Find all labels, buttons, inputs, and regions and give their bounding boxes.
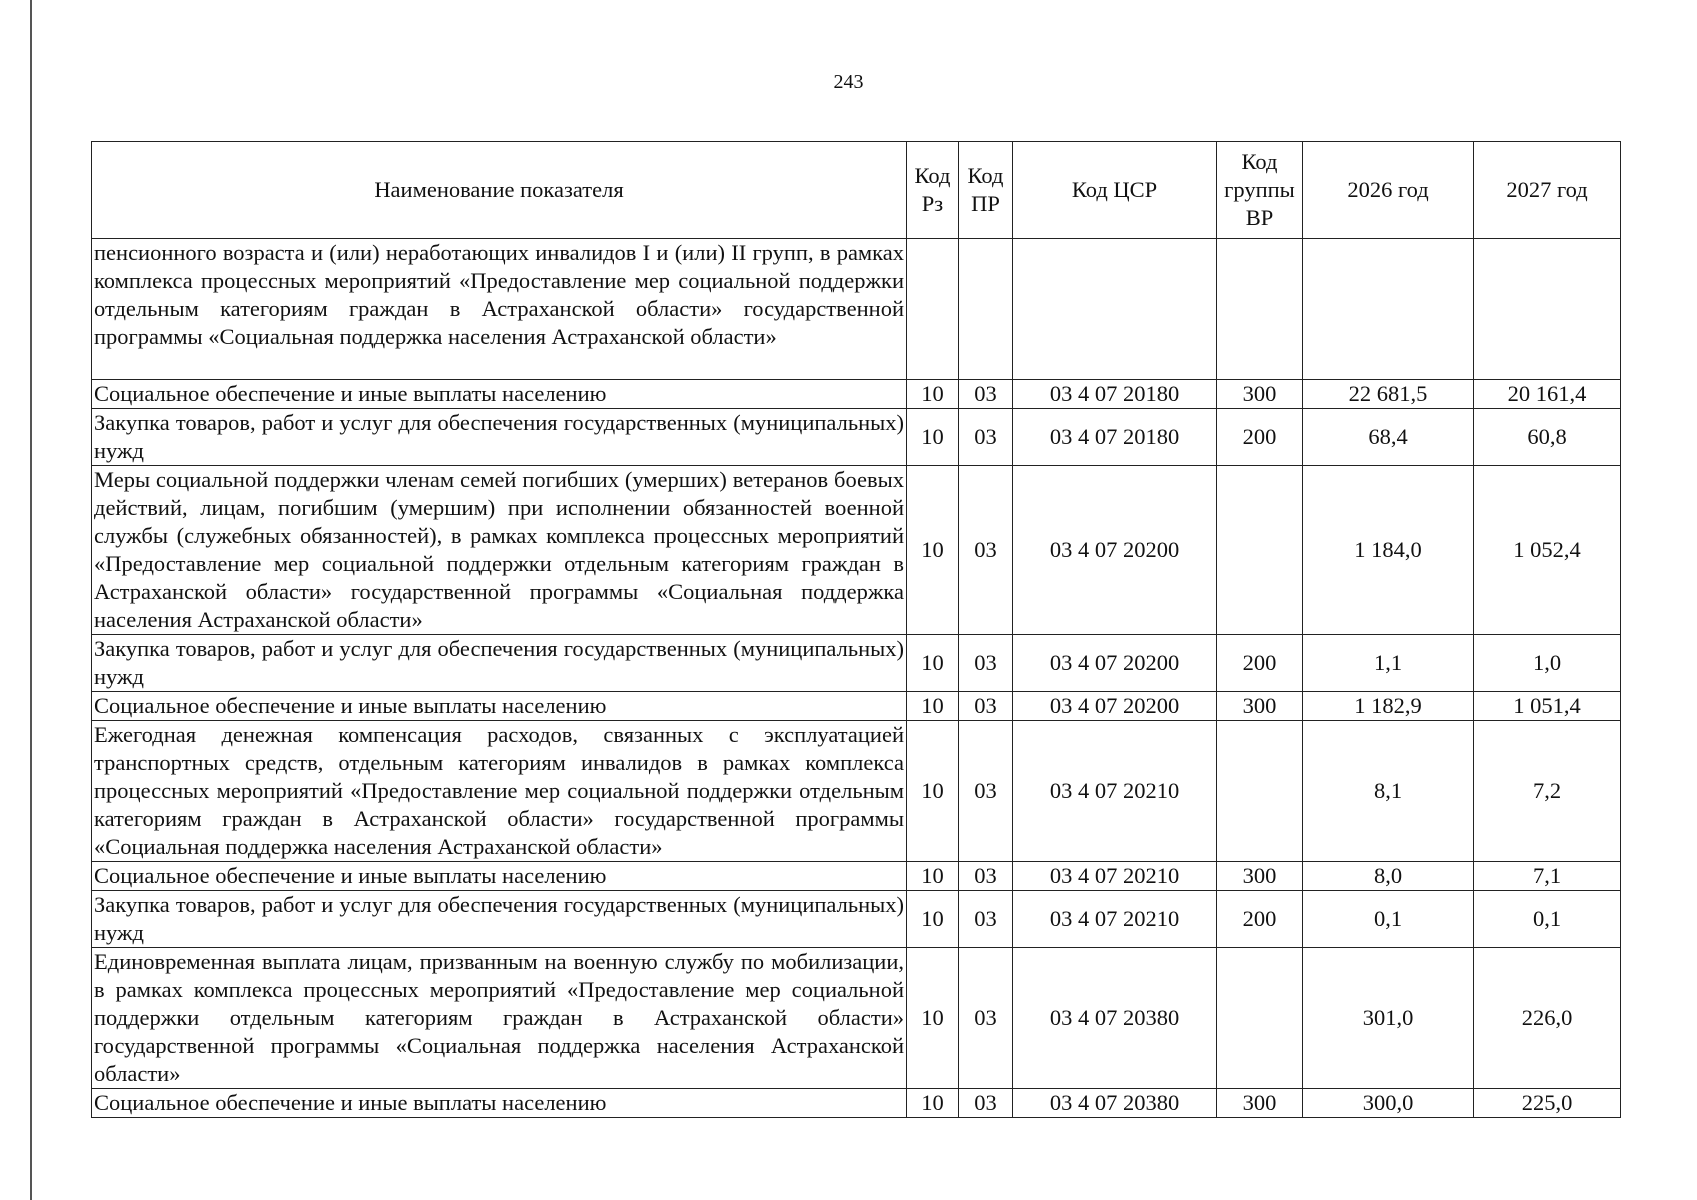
row-2026 [1303, 239, 1474, 380]
row-name: Ежегодная денежная компенсация расходов, связанных с эксплуатацией транспортных средств, отдельным категориям инвалидов в рамках комплекса процессных мероприятий «Предоставление мер социальной поддержки отдельным категориям граждан в Астраханской области» государственной программы «Социальная поддержка населения Астраханской области» [92, 721, 907, 862]
row-rz: 10 [907, 635, 959, 692]
table-header-row [92, 142, 1621, 239]
row-rz: 10 [907, 721, 959, 862]
header-rz: Код Рз [907, 142, 959, 239]
row-rz: 10 [907, 948, 959, 1089]
row-name: Закупка товаров, работ и услуг для обеспечения государственных (муниципальных) нужд [92, 409, 907, 466]
page-number: 243 [833, 71, 864, 93]
row-vr [1217, 466, 1303, 635]
row-pr: 03 [959, 948, 1013, 1089]
row-2026: 1 184,0 [1303, 466, 1474, 635]
row-csr: 03 4 07 20180 [1013, 380, 1217, 409]
row-2027: 7,2 [1474, 721, 1621, 862]
row-2026: 301,0 [1303, 948, 1474, 1089]
header-pr: Код ПР [959, 142, 1013, 239]
row-rz: 10 [907, 891, 959, 948]
row-name: Закупка товаров, работ и услуг для обеспечения государственных (муниципальных) нужд [92, 635, 907, 692]
row-vr: 200 [1217, 635, 1303, 692]
row-pr: 03 [959, 891, 1013, 948]
row-rz: 10 [907, 1089, 959, 1118]
row-2027 [1474, 239, 1621, 380]
row-rz: 10 [907, 466, 959, 635]
row-csr: 03 4 07 20380 [1013, 1089, 1217, 1118]
table-row [92, 1089, 1621, 1118]
row-vr: 300 [1217, 1089, 1303, 1118]
row-2027: 1 051,4 [1474, 692, 1621, 721]
row-name: пенсионного возраста и (или) неработающих инвалидов I и (или) II групп, в рамках комплекса процессных мероприятий «Предоставление мер социальной поддержки отдельным категориям граждан в Астраханской области» государственной программы «Социальная поддержка населения Астраханской области» [92, 239, 907, 380]
row-name: Единовременная выплата лицам, призванным на военную службу по мобилизации, в рамках комплекса процессных мероприятий «Предоставление мер социальной поддержки отдельным категориям граждан в Астраханской области» государственной программы «Социальная поддержка населения Астраханской области» [92, 948, 907, 1089]
row-csr: 03 4 07 20210 [1013, 891, 1217, 948]
table-row [92, 891, 1621, 948]
table-row [92, 466, 1621, 635]
row-pr: 03 [959, 1089, 1013, 1118]
row-2026: 8,1 [1303, 721, 1474, 862]
row-csr: 03 4 07 20200 [1013, 466, 1217, 635]
row-2026: 68,4 [1303, 409, 1474, 466]
row-2026: 8,0 [1303, 862, 1474, 891]
row-name: Социальное обеспечение и иные выплаты населению [92, 380, 907, 409]
table-row [92, 721, 1621, 862]
table-row [92, 239, 1621, 380]
row-csr: 03 4 07 20180 [1013, 409, 1217, 466]
row-pr: 03 [959, 635, 1013, 692]
row-name: Закупка товаров, работ и услуг для обеспечения государственных (муниципальных) нужд [92, 891, 907, 948]
row-vr: 300 [1217, 380, 1303, 409]
row-vr: 300 [1217, 692, 1303, 721]
table-row [92, 692, 1621, 721]
row-2026: 1 182,9 [1303, 692, 1474, 721]
table-row [92, 635, 1621, 692]
row-pr: 03 [959, 466, 1013, 635]
row-vr [1217, 721, 1303, 862]
row-2027: 226,0 [1474, 948, 1621, 1089]
row-2027: 7,1 [1474, 862, 1621, 891]
header-csr: Код ЦСР [1013, 142, 1217, 239]
row-csr: 03 4 07 20210 [1013, 721, 1217, 862]
row-name: Меры социальной поддержки членам семей погибших (умерших) ветеранов боевых действий, лицам, погибшим (умершим) при исполнении обязанностей военной службы (служебных обязанностей), в рамках комплекса процессных мероприятий «Предоставление мер социальной поддержки отдельным категориям граждан в Астраханской области» государственной программы «Социальная поддержка населения Астраханской области» [92, 466, 907, 635]
row-rz: 10 [907, 862, 959, 891]
row-vr [1217, 948, 1303, 1089]
table-row [92, 380, 1621, 409]
row-rz [907, 239, 959, 380]
row-2027: 60,8 [1474, 409, 1621, 466]
row-2027: 0,1 [1474, 891, 1621, 948]
budget-table [91, 141, 1621, 1118]
table-row [92, 862, 1621, 891]
row-2026: 22 681,5 [1303, 380, 1474, 409]
header-2027: 2027 год [1474, 142, 1621, 239]
row-csr: 03 4 07 20210 [1013, 862, 1217, 891]
header-2026: 2026 год [1303, 142, 1474, 239]
row-2027: 1 052,4 [1474, 466, 1621, 635]
row-pr: 03 [959, 862, 1013, 891]
header-vr: Код группы ВР [1217, 142, 1303, 239]
row-rz: 10 [907, 380, 959, 409]
row-csr: 03 4 07 20200 [1013, 635, 1217, 692]
row-csr [1013, 239, 1217, 380]
row-pr: 03 [959, 409, 1013, 466]
row-2027: 225,0 [1474, 1089, 1621, 1118]
row-rz: 10 [907, 409, 959, 466]
row-2027: 1,0 [1474, 635, 1621, 692]
row-2026: 300,0 [1303, 1089, 1474, 1118]
row-name: Социальное обеспечение и иные выплаты населению [92, 1089, 907, 1118]
row-vr [1217, 239, 1303, 380]
table-row [92, 948, 1621, 1089]
row-name: Социальное обеспечение и иные выплаты населению [92, 862, 907, 891]
row-vr: 300 [1217, 862, 1303, 891]
page-edge-line [30, 0, 32, 1200]
row-pr: 03 [959, 380, 1013, 409]
header-name: Наименование показателя [92, 142, 907, 239]
row-csr: 03 4 07 20200 [1013, 692, 1217, 721]
row-vr: 200 [1217, 891, 1303, 948]
row-pr [959, 239, 1013, 380]
row-name: Социальное обеспечение и иные выплаты населению [92, 692, 907, 721]
table-row [92, 409, 1621, 466]
row-csr: 03 4 07 20380 [1013, 948, 1217, 1089]
row-2026: 0,1 [1303, 891, 1474, 948]
row-2027: 20 161,4 [1474, 380, 1621, 409]
row-2026: 1,1 [1303, 635, 1474, 692]
row-pr: 03 [959, 721, 1013, 862]
row-pr: 03 [959, 692, 1013, 721]
row-vr: 200 [1217, 409, 1303, 466]
row-rz: 10 [907, 692, 959, 721]
